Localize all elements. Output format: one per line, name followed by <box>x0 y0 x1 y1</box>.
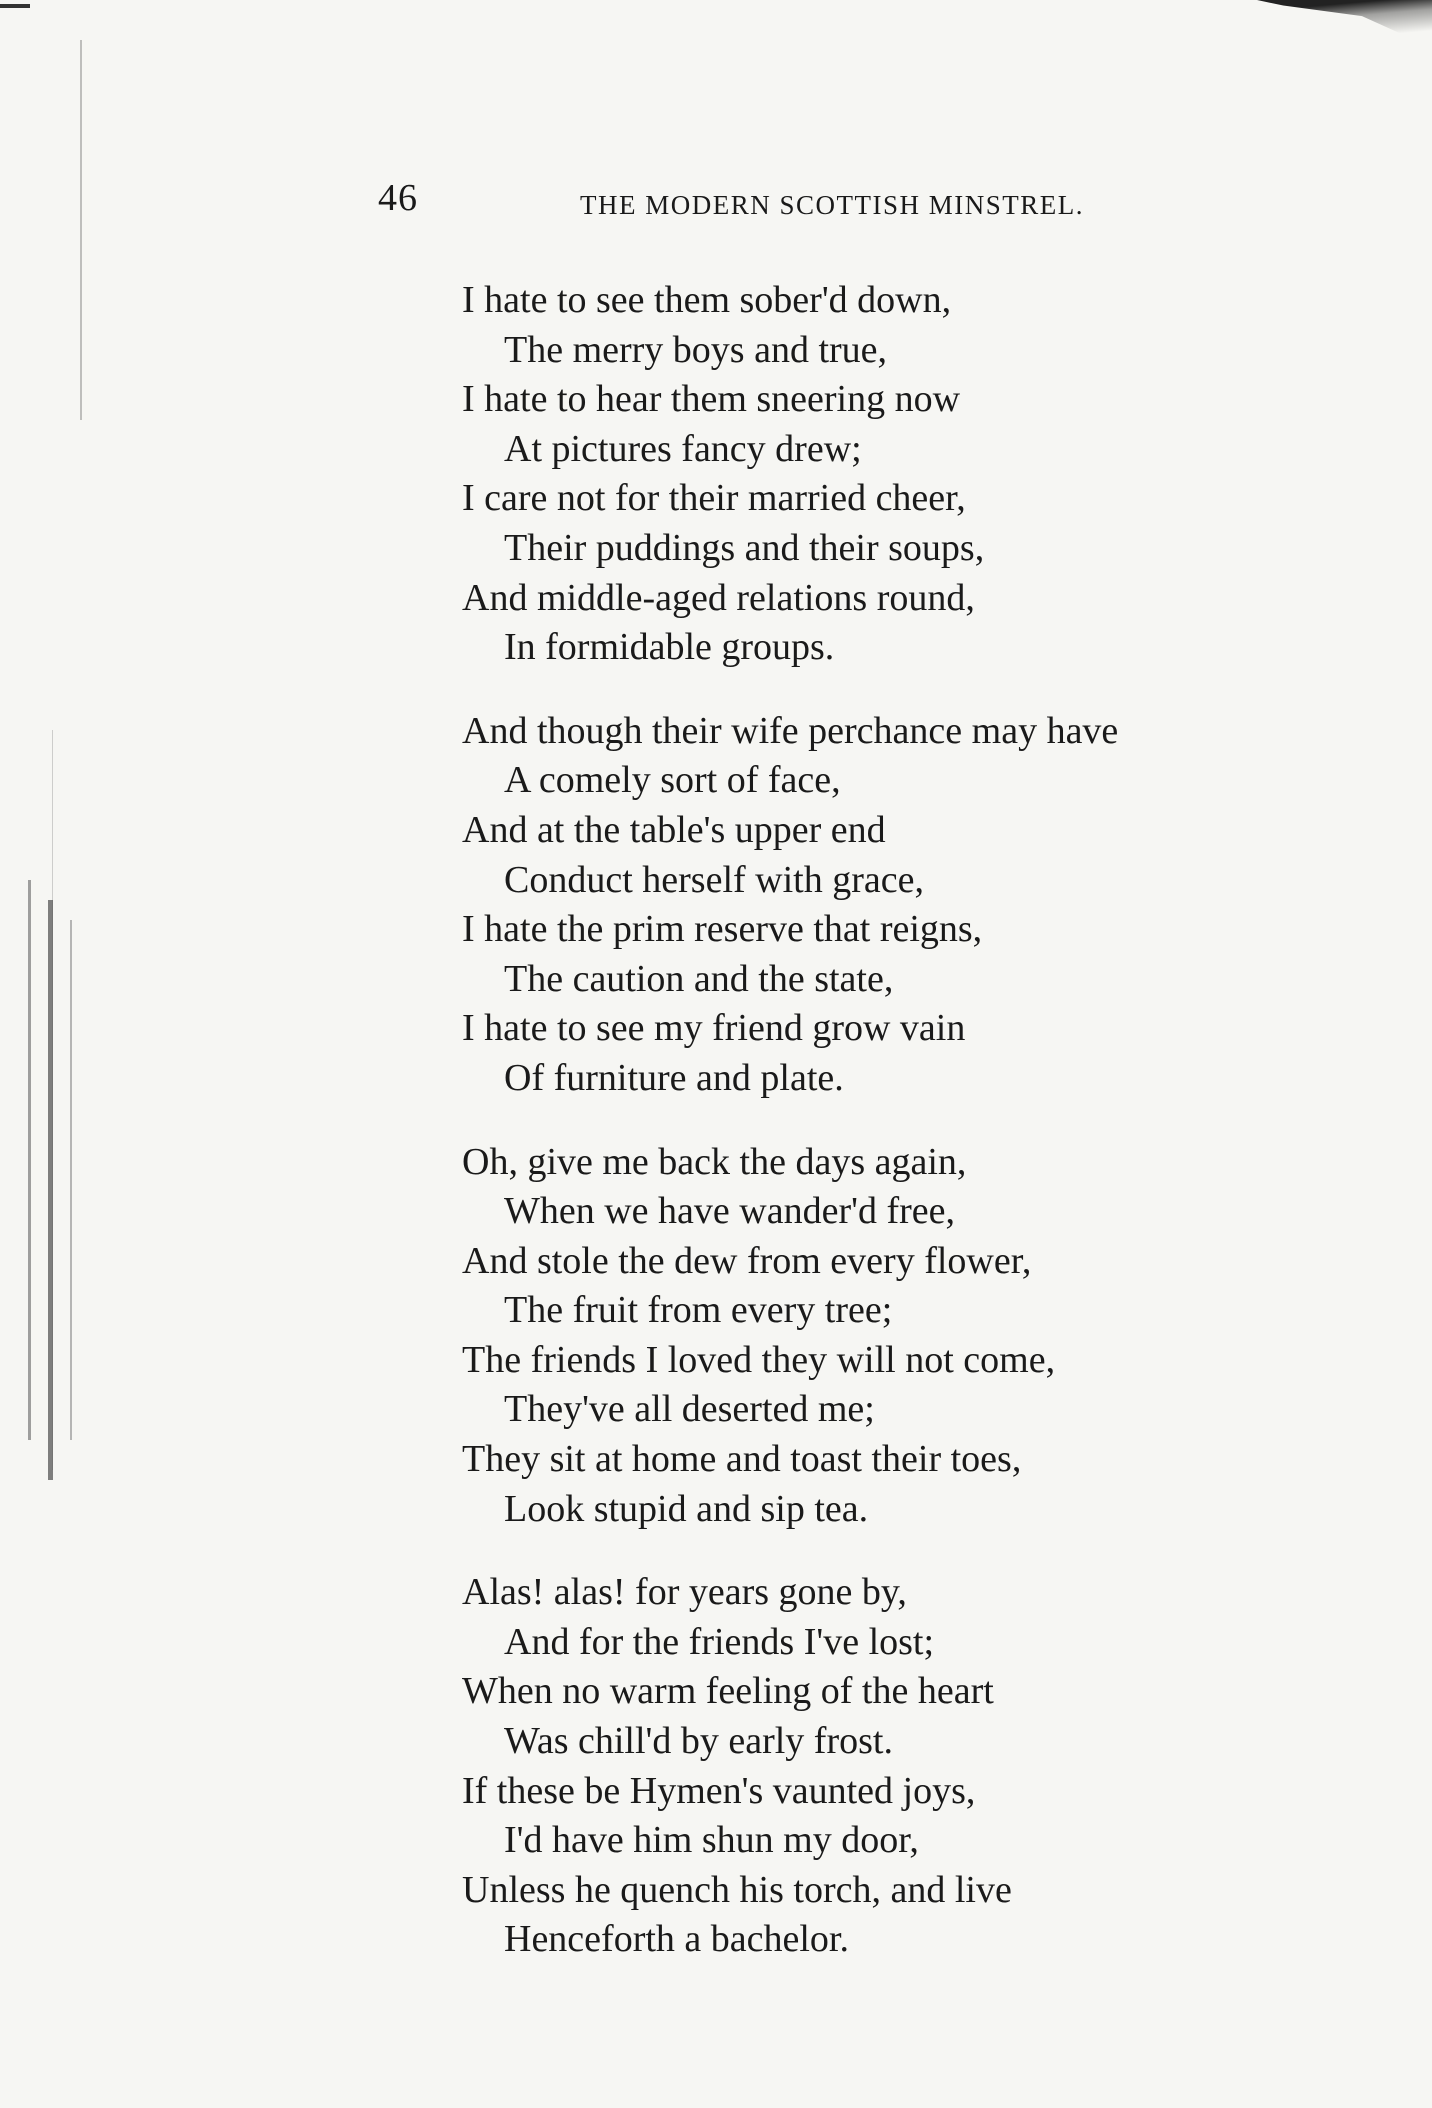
poem-line: Unless he quench his torch, and live <box>462 1868 1012 1911</box>
stanza <box>462 707 1262 1104</box>
poem-line: And stole the dew from every flower, <box>462 1239 1032 1282</box>
margin-line <box>80 40 82 420</box>
poem-line: Of furniture and plate. <box>504 1056 844 1099</box>
poem-line: Oh, give me back the days again, <box>462 1140 967 1183</box>
poem-line: And middle-aged relations round, <box>462 576 975 619</box>
poem <box>462 276 1262 1999</box>
poem-line: A comely sort of face, <box>504 759 841 802</box>
poem-line: The fruit from every tree; <box>504 1289 893 1332</box>
poem-line: Was chill'd by early frost. <box>504 1720 893 1763</box>
poem-line: They sit at home and toast their toes, <box>462 1438 1022 1481</box>
stanza <box>462 276 1262 673</box>
poem-line: Conduct herself with grace, <box>504 858 924 901</box>
poem-line: The caution and the state, <box>504 957 894 1000</box>
poem-line: I care not for their married cheer, <box>462 477 966 520</box>
poem-line: And for the friends I've lost; <box>504 1620 935 1663</box>
poem-line: And at the table's upper end <box>462 808 886 851</box>
scan-mark <box>0 4 30 8</box>
poem-line: I hate the prim reserve that reigns, <box>462 908 983 951</box>
poem-line: Their puddings and their soups, <box>504 526 985 569</box>
poem-line: Henceforth a bachelor. <box>504 1918 849 1961</box>
poem-line: I hate to see them sober'd down, <box>462 279 952 321</box>
poem-line: At pictures fancy drew; <box>504 427 862 470</box>
poem-line: The friends I loved they will not come, <box>462 1338 1056 1381</box>
poem-line: If these be Hymen's vaunted joys, <box>462 1769 976 1812</box>
poem-line: Alas! alas! for years gone by, <box>462 1571 907 1614</box>
stanza <box>462 1138 1262 1535</box>
margin-line <box>28 880 31 1440</box>
stanza <box>462 1568 1262 1965</box>
poem-line: When we have wander'd free, <box>504 1190 955 1233</box>
poem-line: I hate to hear them sneering now <box>462 378 961 421</box>
poem-line: I hate to see my friend grow vain <box>462 1007 966 1050</box>
poem-line: They've all deserted me; <box>504 1388 875 1431</box>
poem-line: And though their wife perchance may have <box>462 709 1119 752</box>
poem-line: When no warm feeling of the heart <box>462 1670 994 1713</box>
poem-line: I'd have him shun my door, <box>504 1819 919 1862</box>
running-head: THE MODERN SCOTTISH MINSTREL. <box>580 190 1085 220</box>
margin-line <box>70 920 72 1440</box>
poem-line: The merry boys and true, <box>504 328 888 371</box>
page-number: 46 <box>378 177 418 219</box>
margin-line <box>48 900 53 1480</box>
poem-line: Look stupid and sip tea. <box>504 1487 869 1530</box>
scan-shadow <box>1257 0 1432 46</box>
poem-line: In formidable groups. <box>504 626 835 669</box>
